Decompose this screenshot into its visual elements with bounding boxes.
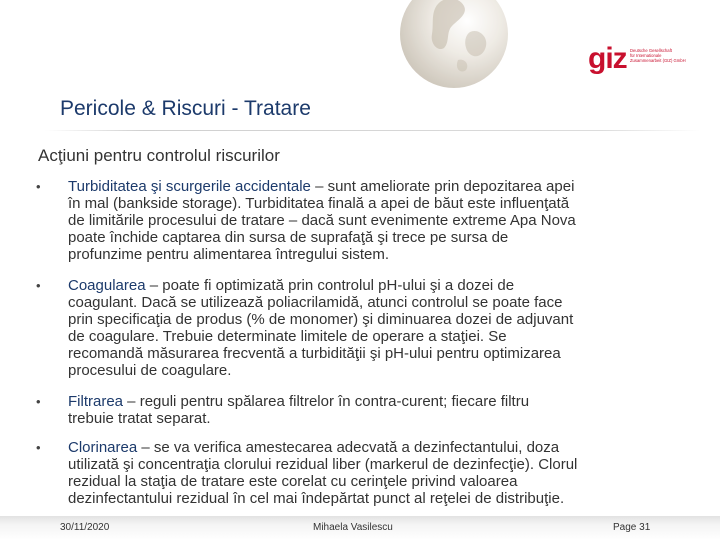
bullet-line: profunzime pentru alimentarea întregului sistem. [68,246,389,263]
logo-line: für Internationale [630,53,662,59]
giz-logo-text [630,48,710,64]
bullet-term: Filtrarea [68,393,124,410]
bullet-line: trebuie tratat separat. [68,410,211,427]
bullet-term: Turbiditatea şi scurgerile accidentale [68,178,311,195]
bullet-marker: • [36,179,41,194]
bullet-line: recomandă măsurarea frecventă a turbidităţii şi pH-ului pentru optimizarea [68,345,561,362]
bullet-line: de coagulare. Trebuie determinate limitele de operare a staţiei. Se [68,328,507,345]
bullet-line: procesului de coagulare. [68,362,232,379]
slide-title: Pericole & Riscuri - Tratare [60,97,311,120]
bullet-marker: • [36,440,41,455]
bullet-line [68,277,686,294]
bullet-line: prin specificaţia de produs (% de monomer) şi diminuarea dozei de adjuvant [68,311,574,328]
bullet-text [68,393,686,427]
bullet-line: în mal (bankside storage). Turbiditatea finală a apei de băut este influenţată [68,195,570,212]
logo-line: Deutsche Gesellschaft [630,48,672,53]
giz-logo-mark: giz [588,42,627,75]
bullet-line: utilizată şi concentraţia clorului rezidual liber (markerul de dezinfecţie). Clorul [68,456,578,473]
footer-author: Mihaela Vasilescu [313,522,393,533]
bullet-line: rezidual la staţia de tratare este corelat cu cerinţele privind valoarea [68,473,518,490]
bullet-line-text: – reguli pentru spălarea filtrelor în contra-curent; fiecare filtru [123,393,530,410]
bullet-line [68,393,686,410]
bullet-line [68,178,686,195]
globe-graphic [400,0,508,88]
bullet-term: Clorinarea [68,439,138,456]
title-divider [45,130,700,131]
bullet-line-text: – se va verifica amestecarea adecvată a dezinfectantului, doza [137,439,560,456]
bullet-line: coagulant. Dacă se utilizează poliacrilamidă, atunci controlul se poate face [68,294,563,311]
section-subtitle: Acţiuni pentru controlul riscurilor [38,146,280,165]
bullet-text [68,439,686,507]
bullet-line-text: – sunt ameliorate prin depozitarea apei [310,178,575,195]
logo-line: Zusammenarbeit (GIZ) GmbH [630,58,686,64]
bullet-line: dezinfectantului rezidual în cel mai îndepărtat punct al reţelei de distribuţie. [68,490,565,507]
bullet-text [68,277,686,379]
bullet-line [68,439,686,456]
bullet-line: de limitările procesului de tratare – dacă sunt evenimente extreme Apa Nova [68,212,576,229]
bullet-marker: • [36,394,41,409]
bullet-line: poate închide captarea din sursa de suprafaţă şi trece pe sursa de [68,229,509,246]
footer-page-number: Page 31 [613,522,651,533]
bullet-marker: • [36,278,41,293]
bullet-text [68,178,686,263]
bullet-term: Coagularea [68,277,146,294]
footer-date: 30/11/2020 [60,522,110,533]
bullet-line-text: – poate fi optimizată prin controlul pH-ului şi a dozei de [145,277,515,294]
